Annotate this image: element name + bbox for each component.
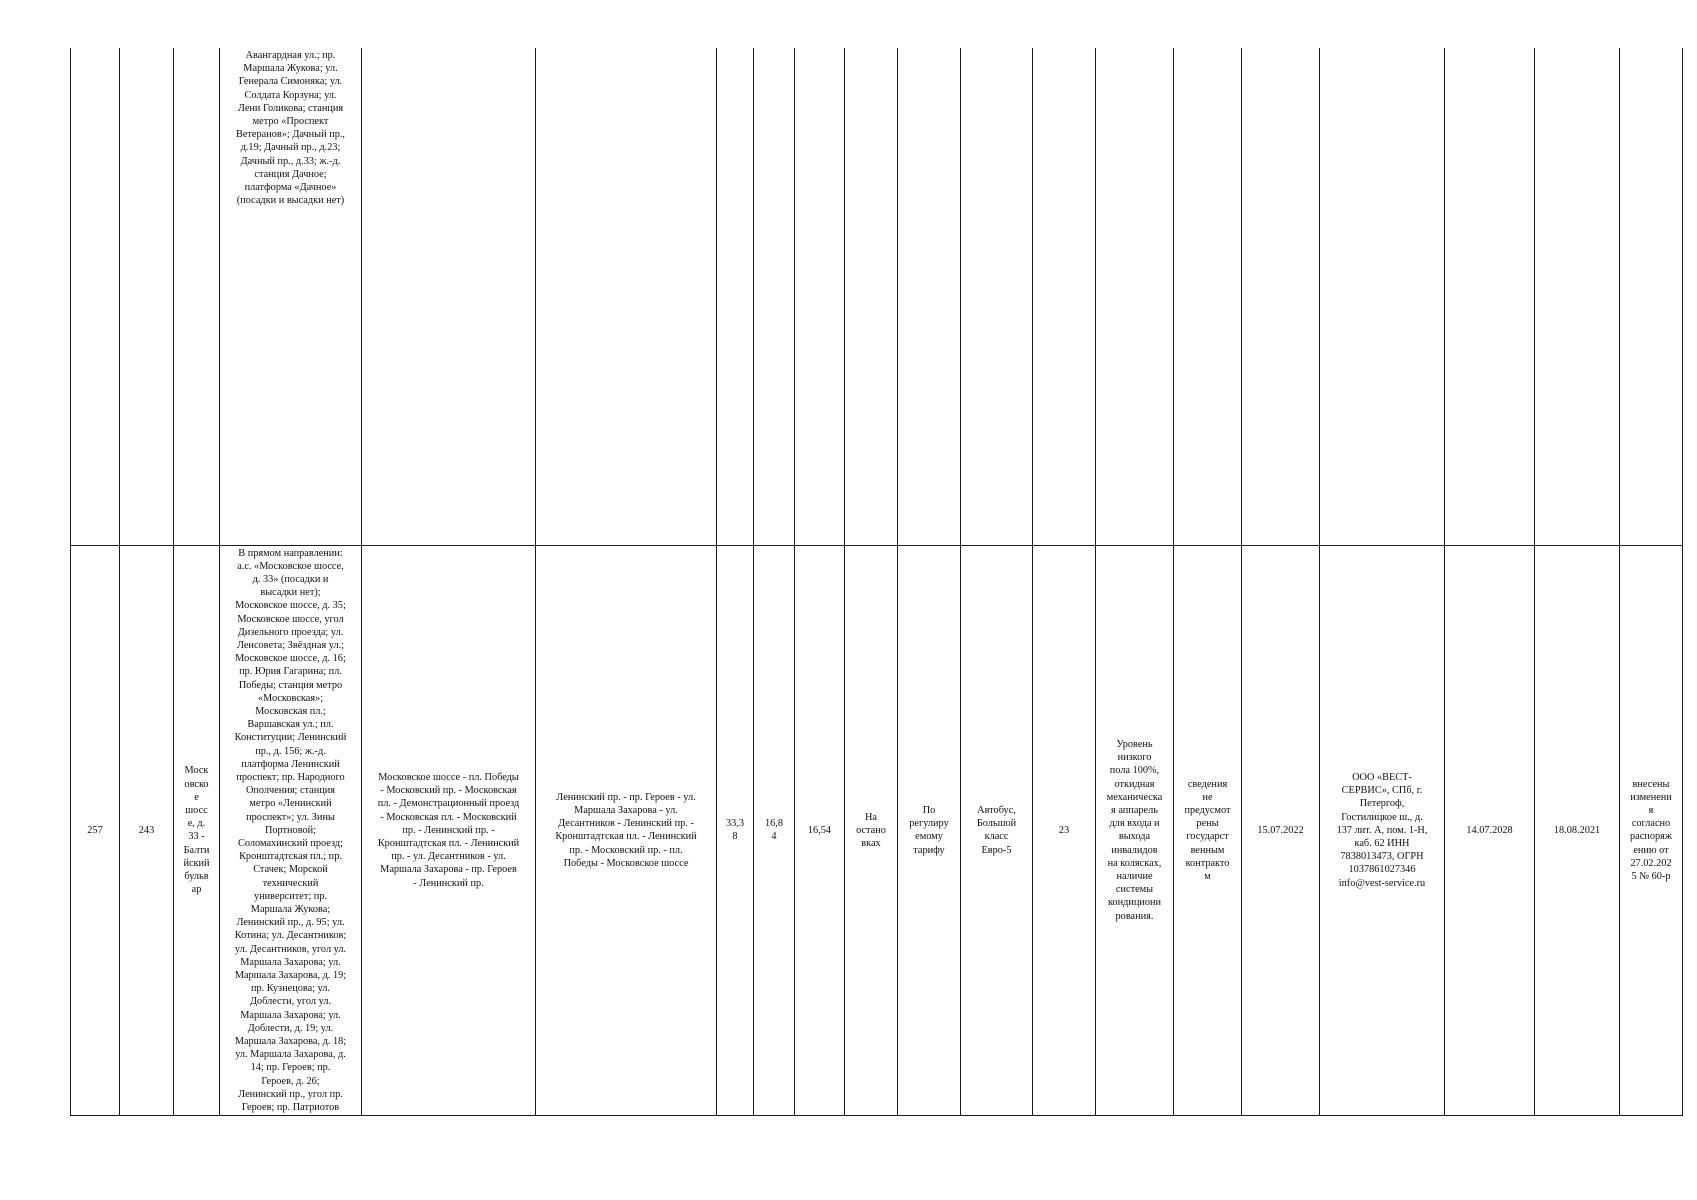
cell-stops: Авангардная ул.; пр. Маршала Жукова; ул. Генерала Симоняка; ул. Солдата Корзуна; ул. Лени Голикова; станция метро «Проспект Ветеранов»; Дачный пр., д.19; Дачный пр., д.23; Дачный пр., д.33; ж.-д. станция Дачное; платформа «Дачное» (посадки и высадки нет) <box>220 48 362 545</box>
cell-length-total: 16,54 <box>795 545 845 1116</box>
cell-carrier: ООО «ВЕСТ- СЕРВИС», СПб, г. Петергоф, Гостилицкое ш., д. 137 лит. А, пом. 1-Н, каб. 62 ИНН 7838013473, ОГРН 1037861027346 info@vest-service.ru <box>1320 545 1445 1116</box>
cell-features <box>1096 48 1174 545</box>
cell-streets-forward: Московское шоссе - пл. Победы - Московский пр. - Московская пл. - Демонстрационный проезд - Московская пл. - Московский пр. - Ленинский пр. - Кронштадтская пл. - Ленинский пр. - ул. Десантников - ул. Маршала Захарова - пр. Героев - Ленинский пр. <box>362 545 536 1116</box>
cell-length-back: 16,8 4 <box>754 545 795 1116</box>
cell-streets-back <box>536 48 717 545</box>
cell-fare-type <box>898 48 961 545</box>
cell-fare-type: По регулиру емому тарифу <box>898 545 961 1116</box>
cell-streets-forward <box>362 48 536 545</box>
cell-route-number <box>120 48 174 545</box>
cell-route-name: Моск овско е шосс е, д. 33 - Балти йский бульв ар <box>174 545 220 1116</box>
cell-notes <box>1620 48 1683 545</box>
cell-route-number: 243 <box>120 545 174 1116</box>
cell-length-forward: 33,3 8 <box>717 545 754 1116</box>
cell-start-date: 15.07.2022 <box>1242 545 1320 1116</box>
cell-registration-date: 18.08.2021 <box>1535 545 1620 1116</box>
cell-notes: внесены изменени я согласно распоряж ению от 27.02.202 5 № 60-р <box>1620 545 1683 1116</box>
cell-carrier <box>1320 48 1445 545</box>
cell-number: 257 <box>71 545 120 1116</box>
cell-features: Уровень низкого пола 100%, откидная механическа я аппарель для входа и выхода инвалидов на колясках, наличие системы кондициони рования. <box>1096 545 1174 1116</box>
cell-number <box>71 48 120 545</box>
cell-stops: В прямом направлении: а.с. «Московское шоссе, д. 33» (посадки и высадки нет); Московское шоссе, д. 35; Московское шоссе, угол Дизельного проезда; ул. Ленсовета; Звёздная ул.; Московское шоссе, д. 16; пр. Юрия Гагарина; пл. Победы; станция метро «Московская»; Московская пл.; Варшавская ул.; пл. Конституции; Ленинский пр., д. 156; ж.-д. платформа Ленинский проспект; пр. Народного Ополчения; станция метро «Ленинский проспект»; ул. Зины Портновой; Соломахинский проезд; Кронштадтская пл.; пр. Стачек; Морской технический университет; пр. Маршала Жукова; Ленинский пр., д. 95; ул. Котина; ул. Десантников; ул. Десантников, угол ул. Маршала Захарова; ул. Маршала Захарова, д. 19; пр. Кузнецова; ул. Доблести, угол ул. Маршала Захарова; ул. Доблести, д. 19; ул. Маршала Захарова, д. 18; ул. Маршала Захарова, д. 14; пр. Героев; пр. Героев, д. 26; Ленинский пр., угол пр. Героев; пр. Патриотов <box>220 545 362 1116</box>
cell-vehicle-count <box>1033 48 1096 545</box>
cell-contract <box>1174 48 1242 545</box>
cell-registration-date <box>1535 48 1620 545</box>
table-row <box>71 48 1683 545</box>
cell-stop-order <box>845 48 898 545</box>
cell-end-date <box>1445 48 1535 545</box>
cell-contract: сведения не предусмот рены государст венным контракто м <box>1174 545 1242 1116</box>
registry-table <box>70 48 1683 1116</box>
cell-vehicle <box>961 48 1033 545</box>
table-row <box>71 545 1683 1116</box>
cell-end-date: 14.07.2028 <box>1445 545 1535 1116</box>
cell-streets-back: Ленинский пр. - пр. Героев - ул. Маршала Захарова - ул. Десантников - Ленинский пр. - Кронштадтская пл. - Ленинский пр. - Московский пр. - пл. Победы - Московское шоссе <box>536 545 717 1116</box>
cell-vehicle-count: 23 <box>1033 545 1096 1116</box>
cell-length-total <box>795 48 845 545</box>
cell-length-back <box>754 48 795 545</box>
cell-start-date <box>1242 48 1320 545</box>
cell-route-name <box>174 48 220 545</box>
cell-vehicle: Автобус, Большой класс Евро-5 <box>961 545 1033 1116</box>
cell-stop-order: На остано вках <box>845 545 898 1116</box>
cell-length-forward <box>717 48 754 545</box>
